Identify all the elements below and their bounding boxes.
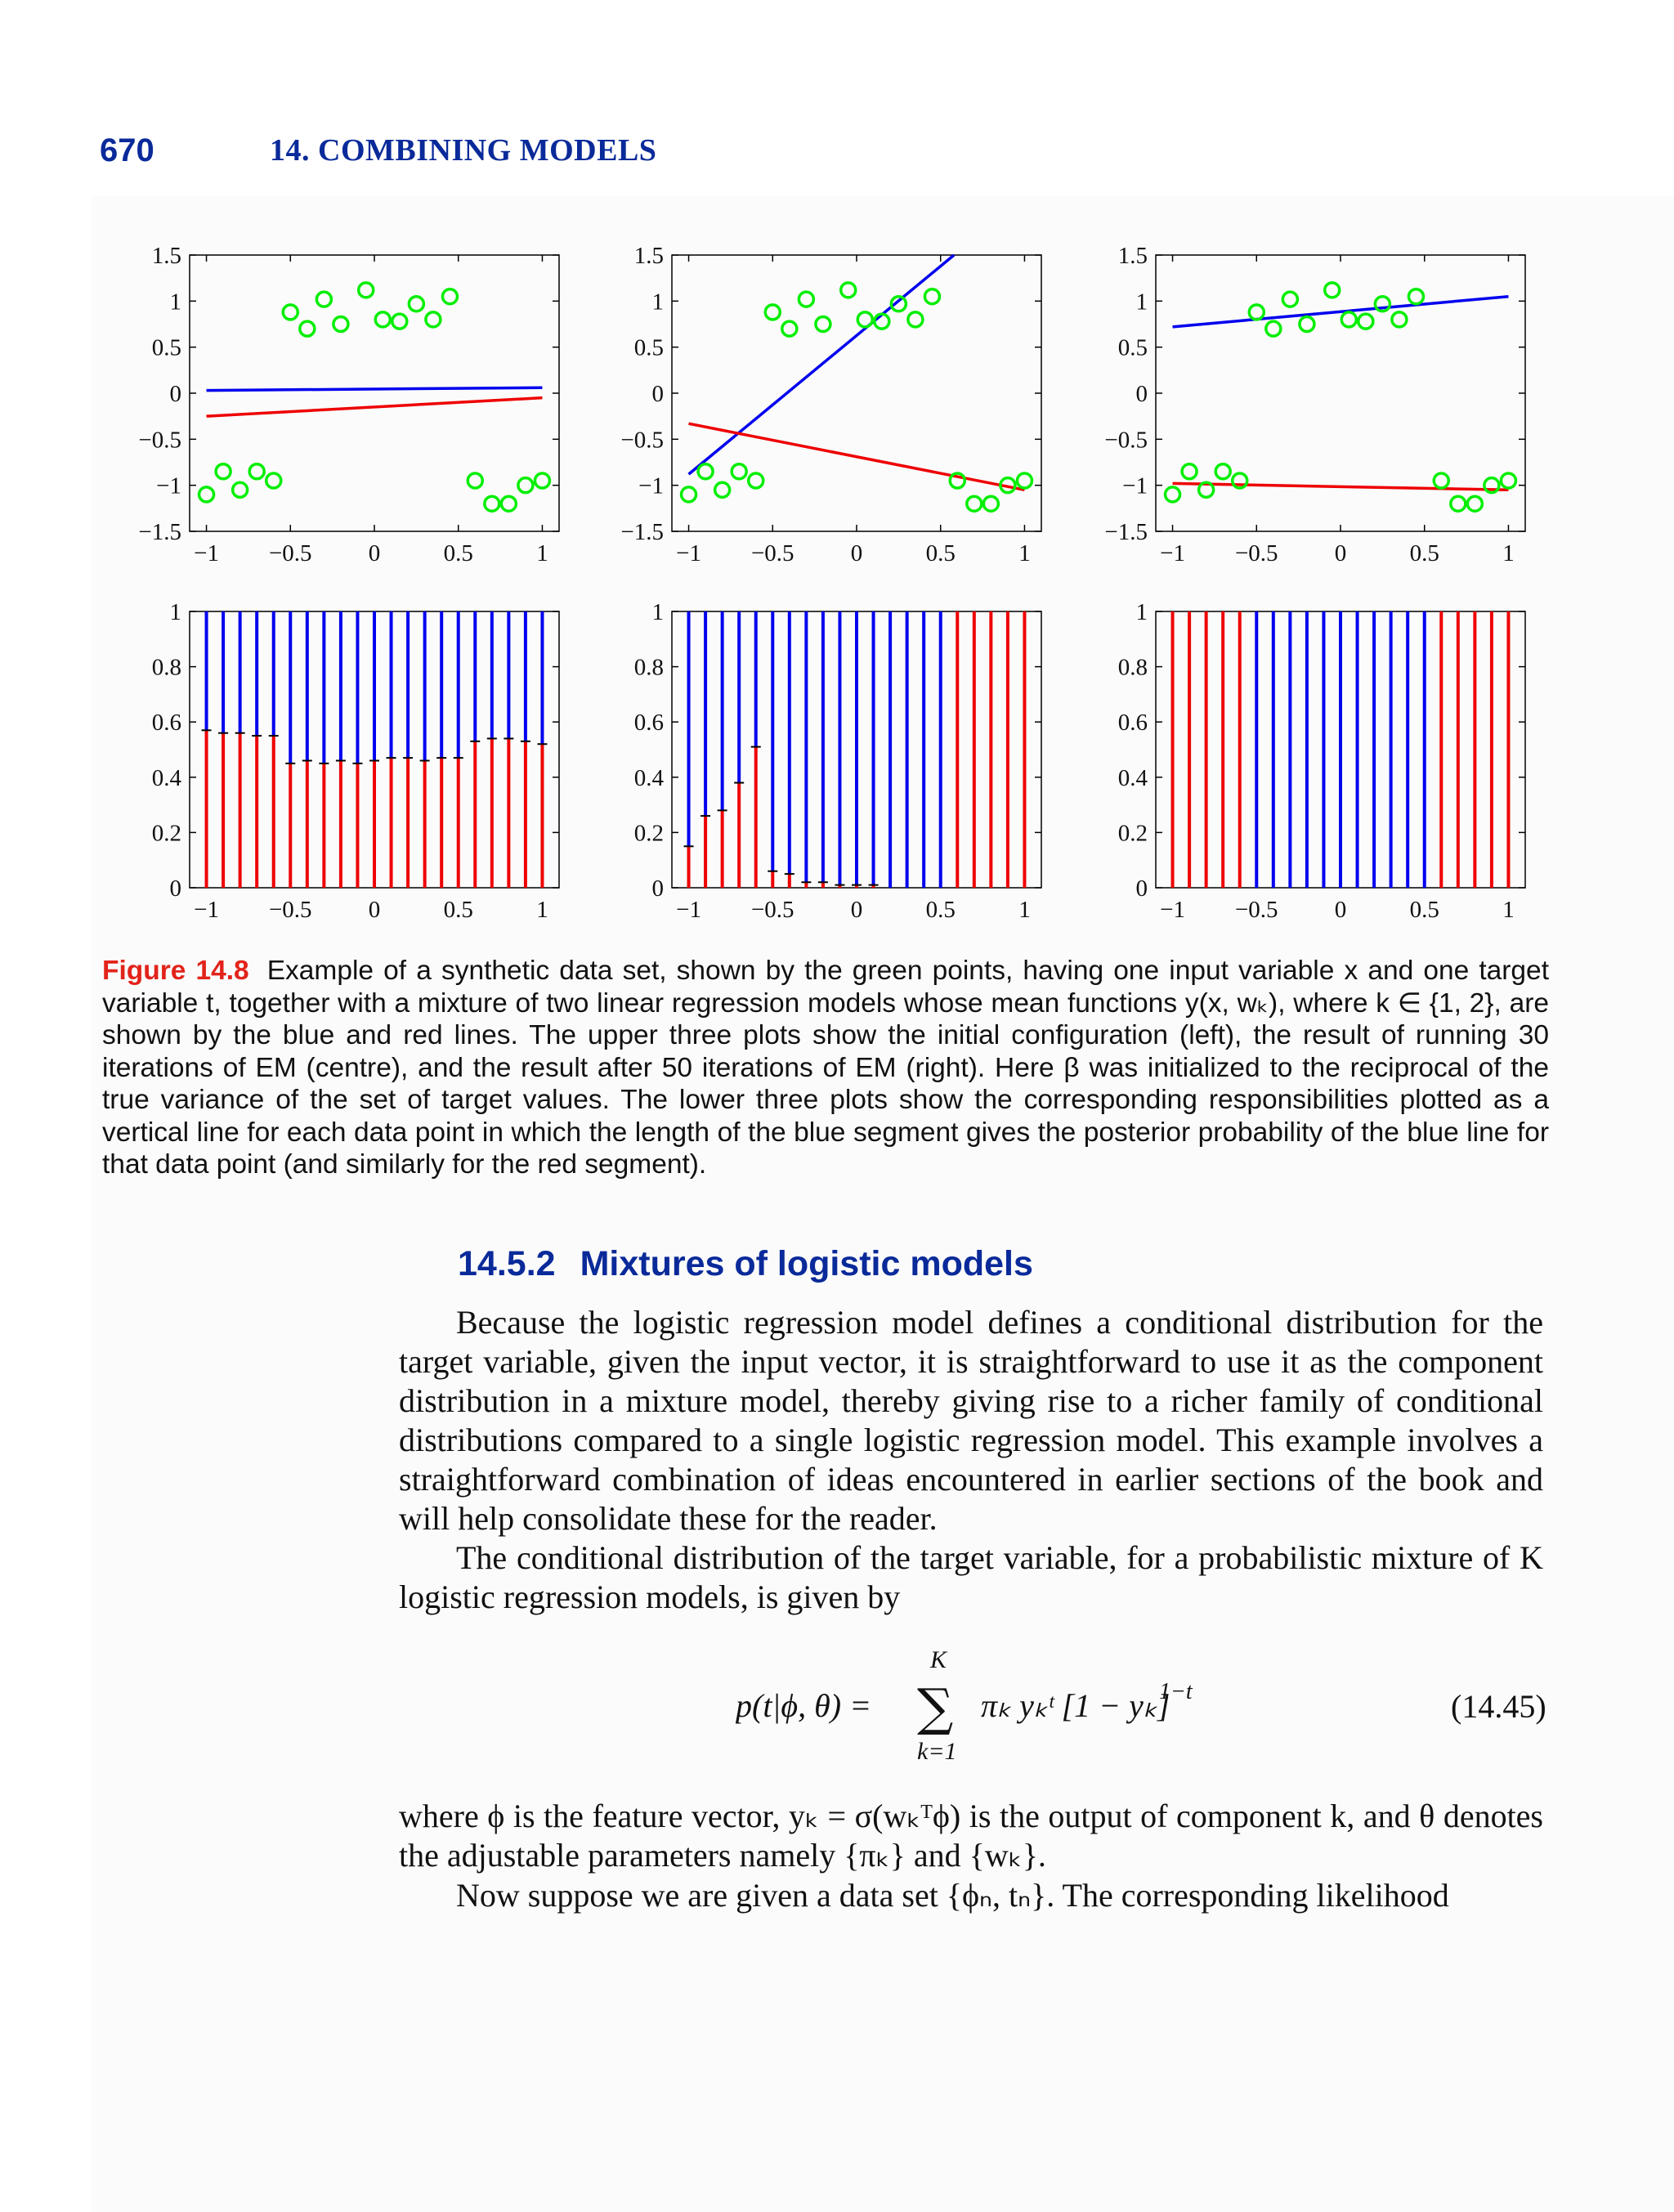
chart-top-center-frame [672, 255, 1041, 531]
chart-top-right-xtick-label: −1 [1160, 540, 1185, 566]
chart-top-center-ytick-label: −1 [638, 472, 664, 499]
chart-top-center-data-point [799, 292, 813, 307]
chart-top-right-data-point [1434, 473, 1448, 488]
chart-top-right-data-point [1215, 464, 1230, 479]
chart-bottom-center-ytick-label: 0.6 [633, 710, 664, 737]
chart-bottom-right-ytick-label: 0.8 [1117, 654, 1148, 681]
chart-top-left-data-point [300, 321, 315, 336]
chart-bottom-center-ytick-label: 1 [651, 599, 664, 625]
chart-top-right-data-point [1325, 283, 1340, 298]
chart-top-left-data-point [233, 482, 248, 497]
paragraph-3-text: where ϕ is the feature vector, yₖ = σ(wₖᵀϕ) is the output of component k, and θ denotes the adjustable parameters namely {πₖ} and {wₖ}. [399, 1798, 1543, 1874]
chart-top-right-data-point [1408, 289, 1423, 304]
chart-top-left-data-point [518, 478, 533, 493]
chart-top-right-ytick-label: 0 [1135, 381, 1148, 407]
paragraph-4 [399, 1876, 1543, 1915]
chart-top-left-ytick-label: 1 [169, 289, 181, 316]
paragraph-3 [399, 1797, 1543, 1875]
paragraph-1 [399, 1303, 1543, 1538]
chart-top-left-data-point [249, 464, 264, 479]
chart-top-right-data-point [1392, 312, 1407, 327]
chart-top-right-data-point [1182, 464, 1197, 479]
chart-top-center-xtick-label: 0.5 [925, 540, 956, 566]
chart-bottom-right-xtick-label: 1 [1502, 897, 1515, 923]
equation-sum-lower: k=1 [917, 1738, 957, 1765]
paragraph-2-text: The conditional distribution of the target variable, for a probabilistic mixture of K logistic regression models, is given by [399, 1539, 1543, 1615]
chart-top-center-data-point [908, 312, 923, 327]
chart-bottom-left-ytick-label: 0.6 [151, 710, 181, 737]
chart-top-center-data-point [1017, 473, 1032, 488]
figure-14-8 [0, 0, 1674, 948]
chart-top-left-xtick-label: −1 [194, 540, 219, 566]
chart-top-left-data-point [409, 297, 423, 311]
chart-top-right-xtick-label: −0.5 [1234, 540, 1278, 566]
chart-top-left-data-point [485, 496, 499, 511]
chart-top-right-data-point [1358, 314, 1373, 329]
chart-top-center-data-point [782, 321, 797, 336]
chart-bottom-center-xtick-label: 1 [1018, 897, 1031, 923]
chart-top-left-ytick-label: −0.5 [138, 427, 181, 454]
chart-top-left-data-point [392, 314, 407, 329]
chart-top-left-frame [190, 255, 559, 531]
equation-rhs: πₖ yₖᵗ [1 − yₖ] [981, 1687, 1170, 1724]
chart-top-right-blue-line [1173, 297, 1509, 327]
figure-caption [102, 955, 1549, 1181]
chart-top-right-red-line [1173, 483, 1509, 490]
chart-top-center-data-point [732, 464, 746, 479]
chart-bottom-center-xtick-label: 0 [850, 897, 863, 923]
chart-bottom-right-ytick-label: 1 [1135, 599, 1148, 625]
chart-top-right-ytick-label: 1 [1135, 289, 1148, 316]
chart-bottom-left-ytick-label: 0.2 [151, 820, 181, 847]
chart-top-center-data-point [816, 317, 830, 332]
chart-top-left-data-point [468, 473, 482, 488]
chart-bottom-left-xtick-label: −0.5 [268, 897, 312, 923]
chart-bottom-right-xtick-label: −0.5 [1234, 897, 1278, 923]
chart-top-left-data-point [266, 473, 281, 488]
chart-top-left-data-point [359, 283, 374, 298]
chart-bottom-left-xtick-label: 0 [368, 897, 381, 923]
chart-bottom-right-ytick-label: 0.2 [1117, 820, 1148, 847]
equation-sum-upper: K [930, 1646, 947, 1673]
paragraph-4-text: Now suppose we are given a data set {ϕₙ, tₙ}. The corresponding likelihood [456, 1877, 1449, 1914]
chart-top-left-xtick-label: 0.5 [443, 540, 473, 566]
chart-bottom-right-xtick-label: 0.5 [1409, 897, 1439, 923]
section-number: 14.5.2 [458, 1244, 556, 1283]
page-number: 670 [100, 132, 154, 168]
chart-top-center-ytick-label: 0.5 [633, 334, 664, 361]
equation-14-45 [736, 1643, 1226, 1774]
chart-bottom-left-ytick-label: 0 [169, 875, 181, 902]
figure-label: Figure 14.8 [102, 956, 249, 986]
chart-top-right-data-point [1282, 292, 1297, 307]
chart-bottom-right-xtick-label: 0 [1334, 897, 1347, 923]
chart-top-right-data-point [1300, 317, 1314, 332]
chart-top-right-data-point [1501, 473, 1515, 488]
chart-bottom-center-ytick-label: 0.8 [633, 654, 664, 681]
chart-top-center-data-point [749, 473, 763, 488]
chart-bottom-center-xtick-label: −0.5 [750, 897, 794, 923]
chart-top-left-data-point [199, 487, 214, 502]
paragraph-2 [399, 1538, 1543, 1617]
equation-sum-symbol: ∑ [917, 1677, 954, 1737]
chart-top-right-ytick-label: 0.5 [1117, 334, 1148, 361]
chart-top-center-data-point [698, 464, 713, 479]
figure-caption-text: Example of a synthetic data set, shown by the green points, having one input variable x and one target variable t, together with a mixture of two linear regression models whose mean functions y(x, wₖ), where k ∈ {1, 2}, are shown by the blue and red lines. The upper three plots show the initial configuration (left), the result of running 30 iterations of EM (centre), and the result after 50 iterations of EM (right). Here β was initialized to the reciprocal of the true variance of the set of target values. The lower three plots show the corresponding responsibilities plotted as a vertical line for each data point in which the length of the blue segment gives the posterior probability of the blue line for that data point (and similarly for the red segment). [102, 956, 1549, 1180]
chart-top-center-ytick-label: −1.5 [620, 519, 664, 545]
chart-bottom-center-ytick-label: 0.2 [633, 820, 664, 847]
equation-number: (14.45) [1451, 1688, 1546, 1725]
chart-bottom-left-xtick-label: 0.5 [443, 897, 473, 923]
chart-top-right-xtick-label: 0.5 [1409, 540, 1439, 566]
chart-top-left-data-point [535, 473, 549, 488]
chart-top-center-data-point [682, 487, 696, 502]
chart-top-center-data-point [857, 312, 872, 327]
section-title: Mixtures of logistic models [580, 1244, 1033, 1283]
chart-top-center-data-point [715, 482, 730, 497]
chart-top-center-data-point [983, 496, 998, 511]
chart-bottom-left-ytick-label: 1 [169, 599, 181, 625]
chart-bottom-right-xtick-label: −1 [1160, 897, 1185, 923]
chart-top-center-data-point [841, 283, 856, 298]
chart-top-center-ytick-label: −0.5 [620, 427, 664, 454]
chart-top-right-xtick-label: 0 [1334, 540, 1347, 566]
chart-top-center-data-point [967, 496, 982, 511]
chart-bottom-center-xtick-label: 0.5 [925, 897, 956, 923]
chart-top-center-ytick-label: 0 [651, 381, 664, 407]
chart-bottom-left-xtick-label: −1 [194, 897, 219, 923]
chart-top-left-ytick-label: 0 [169, 381, 181, 407]
chapter-title: 14. COMBINING MODELS [270, 133, 657, 168]
chart-top-center-data-point [924, 289, 939, 304]
chart-top-left-blue-line [207, 387, 543, 390]
chart-top-left-xtick-label: 0 [368, 540, 381, 566]
chart-top-right-data-point [1249, 305, 1264, 320]
chart-top-right-data-point [1166, 487, 1180, 502]
chart-bottom-left-ytick-label: 0.8 [151, 654, 181, 681]
equation-lhs: p(t|ϕ, θ) = [736, 1687, 872, 1724]
chart-top-right-data-point [1467, 496, 1482, 511]
chart-top-center-data-point [765, 305, 780, 320]
paragraph-1-text: Because the logistic regression model defines a conditional distribution for the target variable, given the input vector, it is straightforward to use it as the component distribution in a mixture model, thereby giving rise to a richer family of conditional distributions compared to a single logistic regression model. This example involves a straightforward combination of ideas encountered in earlier sections of the book and will help consolidate these for the reader. [399, 1304, 1543, 1537]
chart-top-left-xtick-label: 1 [536, 540, 548, 566]
chart-top-right-ytick-label: 1.5 [1117, 243, 1148, 269]
chart-top-left-data-point [375, 312, 390, 327]
chart-bottom-right-ytick-label: 0.6 [1117, 710, 1148, 737]
chart-top-left-xtick-label: −0.5 [268, 540, 312, 566]
chart-top-left-ytick-label: 0.5 [151, 334, 181, 361]
chart-bottom-right-ytick-label: 0 [1135, 875, 1148, 902]
chart-top-right-ytick-label: −0.5 [1104, 427, 1148, 454]
chart-top-left-ytick-label: −1 [156, 472, 181, 499]
chart-top-right-data-point [1451, 496, 1466, 511]
chart-top-right-xtick-label: 1 [1502, 540, 1515, 566]
chart-top-left-data-point [333, 317, 348, 332]
chart-bottom-center-xtick-label: −1 [676, 897, 701, 923]
chart-top-left-ytick-label: 1.5 [151, 243, 181, 269]
chart-top-center-xtick-label: 1 [1018, 540, 1031, 566]
chart-top-right-data-point [1341, 312, 1356, 327]
chart-top-left-ytick-label: −1.5 [138, 519, 181, 545]
chart-top-center-ytick-label: 1 [651, 289, 664, 316]
chart-top-left-data-point [216, 464, 231, 479]
chart-top-right-data-point [1266, 321, 1281, 336]
chart-bottom-left-ytick-label: 0.4 [151, 764, 181, 791]
chart-bottom-center-ytick-label: 0.4 [633, 764, 664, 791]
chart-top-center-ytick-label: 1.5 [633, 243, 664, 269]
chart-top-left-data-point [283, 305, 298, 320]
chart-top-right-ytick-label: −1 [1122, 472, 1148, 499]
chart-top-center-blue-line [689, 255, 955, 474]
chart-top-right-ytick-label: −1.5 [1104, 519, 1148, 545]
chart-top-left-data-point [501, 496, 516, 511]
chart-top-center-xtick-label: −1 [676, 540, 701, 566]
chart-bottom-left-xtick-label: 1 [536, 897, 548, 923]
section-heading [458, 1244, 1033, 1284]
chart-bottom-center-ytick-label: 0 [651, 875, 664, 902]
chart-top-left-data-point [426, 312, 441, 327]
chart-bottom-right-ytick-label: 0.4 [1117, 764, 1148, 791]
chart-top-left-data-point [316, 292, 331, 307]
chart-top-left-data-point [442, 289, 457, 304]
chart-top-center-xtick-label: −0.5 [750, 540, 794, 566]
chart-top-left-red-line [207, 398, 543, 417]
chart-top-center-xtick-label: 0 [850, 540, 863, 566]
equation-rhs-exponent: 1−t [1159, 1679, 1193, 1704]
